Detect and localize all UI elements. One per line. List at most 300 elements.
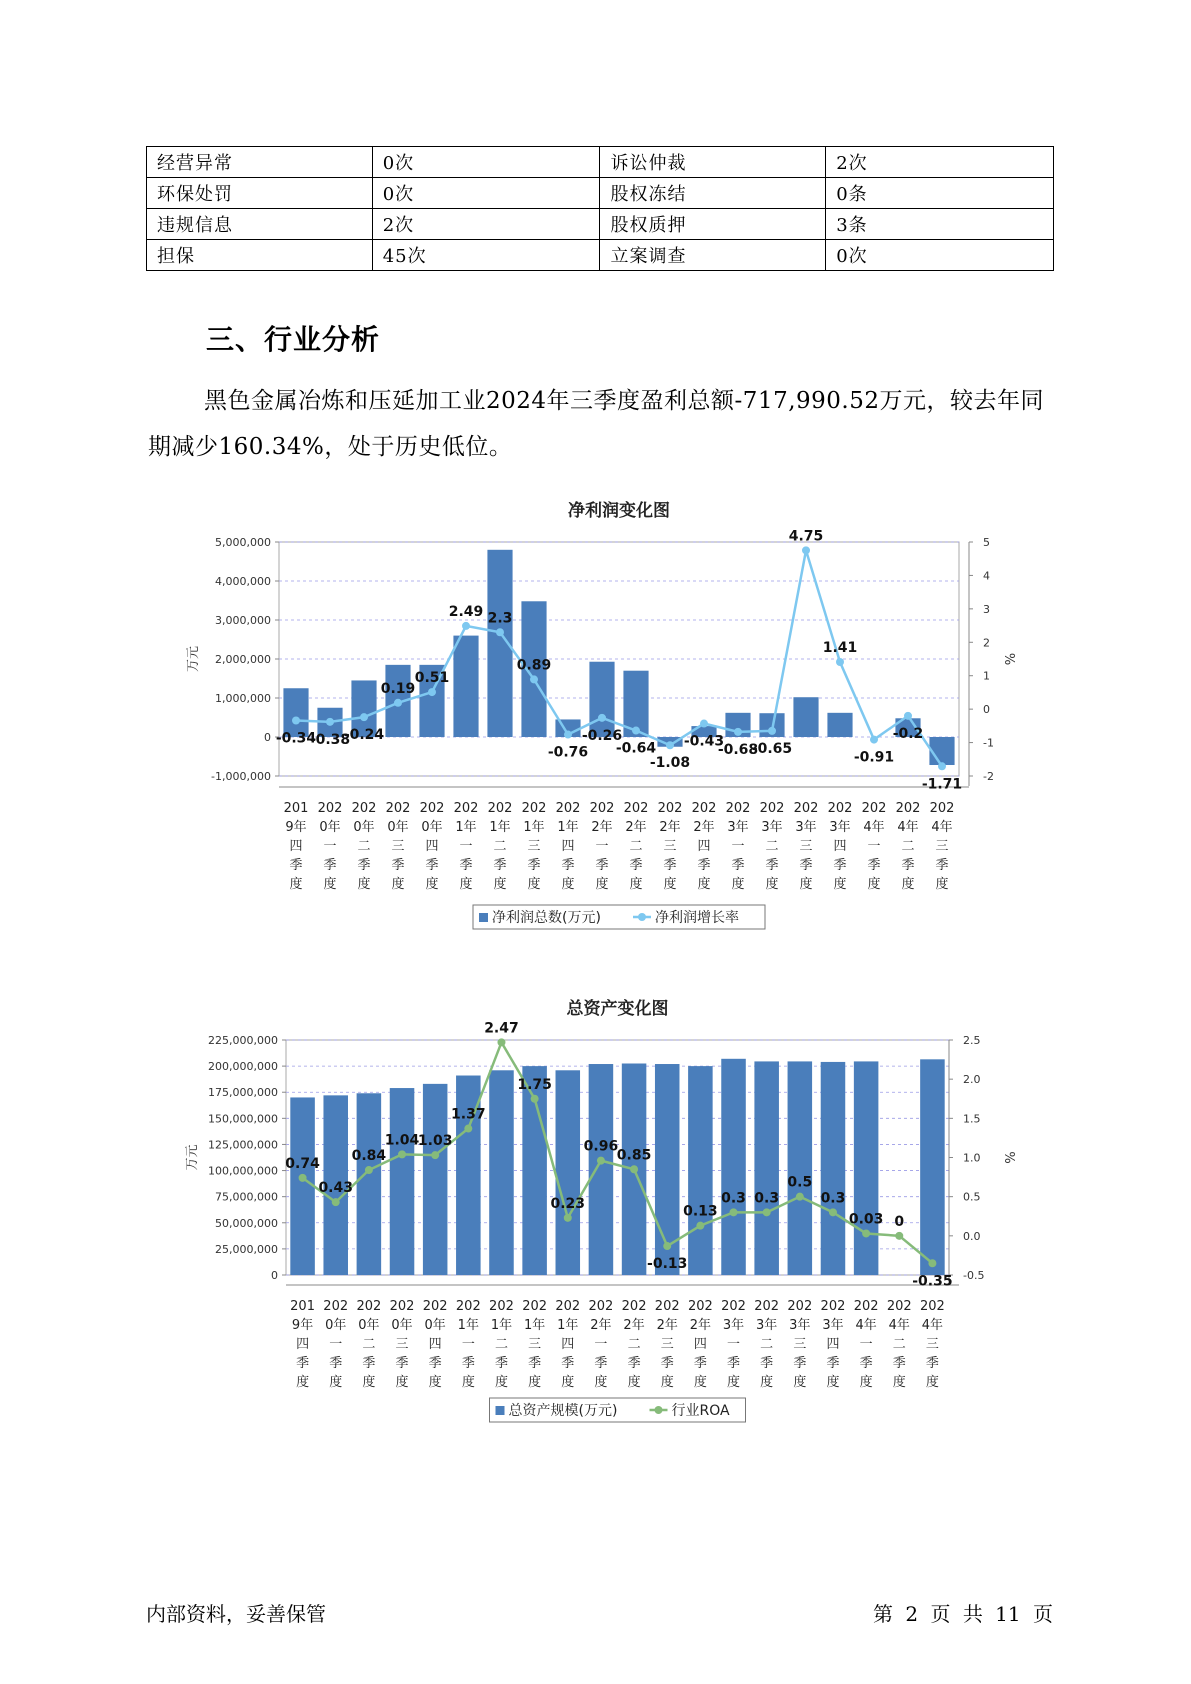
x-tick-label: 1年 xyxy=(523,1318,546,1333)
data-label: 0.13 xyxy=(683,1203,718,1220)
x-tick-label: 季 xyxy=(867,858,881,873)
table-label-cell: 股权冻结 xyxy=(600,178,826,209)
bar xyxy=(920,1059,945,1275)
x-tick-label: 度 xyxy=(425,877,439,892)
data-label: 4.75 xyxy=(788,528,824,545)
x-tick-label: 季 xyxy=(826,1356,840,1371)
x-tick-label: 2年 xyxy=(623,1318,645,1333)
x-tick-label: 二 xyxy=(357,839,371,854)
x-tick-label: 季 xyxy=(627,1356,641,1371)
x-tick-label: 202 xyxy=(389,1299,415,1314)
x-tick-label: 0年 xyxy=(391,1318,413,1333)
x-tick-label: 季 xyxy=(289,858,303,873)
x-tick-label: 1年 xyxy=(489,820,511,835)
data-label: 0 xyxy=(894,1213,905,1230)
x-tick-label: 一 xyxy=(461,1337,475,1352)
x-tick-label: 度 xyxy=(925,1375,939,1390)
x-tick-label: 三 xyxy=(660,1337,674,1352)
x-tick-label: 季 xyxy=(329,1356,343,1371)
x-tick-label: 202 xyxy=(920,1299,945,1314)
data-label: 1.37 xyxy=(451,1106,486,1123)
x-tick-label: 4年 xyxy=(888,1318,910,1333)
data-label: -0.76 xyxy=(547,744,589,761)
data-label: 0.96 xyxy=(583,1138,619,1155)
x-tick-label: 三 xyxy=(935,839,949,854)
x-tick-label: 0年 xyxy=(387,820,409,835)
x-tick-label: 季 xyxy=(395,1356,409,1371)
legend-entry: 总资产规模(万元) xyxy=(508,1403,618,1419)
legend-swatch-bar xyxy=(479,913,488,922)
y2-tick-label: 2.0 xyxy=(963,1073,981,1087)
x-tick-label: 季 xyxy=(799,858,813,873)
data-label: 0.85 xyxy=(616,1147,652,1164)
y-tick-label: 100,000,000 xyxy=(208,1164,278,1178)
x-tick-label: 202 xyxy=(521,801,547,816)
line-point xyxy=(394,699,402,707)
x-tick-label: 季 xyxy=(494,1356,508,1371)
x-tick-label: 三 xyxy=(395,1337,409,1352)
data-label: 0.03 xyxy=(848,1211,884,1228)
y2-tick-label: -0.5 xyxy=(963,1269,985,1282)
x-tick-label: 度 xyxy=(391,877,405,892)
x-tick-label: 202 xyxy=(589,801,615,816)
data-label: 2.49 xyxy=(448,603,484,620)
x-tick-label: 季 xyxy=(859,1356,873,1371)
x-tick-label: 202 xyxy=(654,1299,680,1314)
x-tick-label: 季 xyxy=(595,858,609,873)
x-tick-label: 202 xyxy=(385,801,411,816)
x-tick-label: 三 xyxy=(799,839,813,854)
x-tick-label: 度 xyxy=(793,1375,807,1390)
x-tick-label: 度 xyxy=(693,1375,707,1390)
bar xyxy=(827,713,852,737)
x-tick-label: 季 xyxy=(925,1356,939,1371)
x-tick-label: 四 xyxy=(296,1337,310,1352)
x-tick-label: 二 xyxy=(901,839,915,854)
x-tick-label: 202 xyxy=(657,801,683,816)
x-tick-label: 202 xyxy=(455,1299,481,1314)
x-tick-label: 202 xyxy=(453,801,479,816)
x-tick-label: 202 xyxy=(886,1299,912,1314)
x-tick-label: 季 xyxy=(935,858,949,873)
x-tick-label: 202 xyxy=(827,801,853,816)
data-label: -0.35 xyxy=(912,1273,953,1290)
x-tick-label: 度 xyxy=(561,1375,575,1390)
y-axis-label: 万元 xyxy=(186,645,201,673)
y-tick-label: 175,000,000 xyxy=(208,1086,278,1100)
x-tick-label: 季 xyxy=(459,858,473,873)
y2-tick-label: 2 xyxy=(983,636,990,650)
x-tick-label: 1年 xyxy=(455,820,477,835)
x-tick-label: 季 xyxy=(833,858,847,873)
x-tick-label: 4年 xyxy=(921,1318,944,1333)
line-point xyxy=(666,741,674,749)
bar xyxy=(821,1062,846,1275)
data-label: 1.04 xyxy=(384,1132,420,1149)
x-tick-label: 季 xyxy=(561,1356,575,1371)
data-label: 0.5 xyxy=(787,1174,813,1191)
x-tick-label: 季 xyxy=(727,1356,741,1371)
x-tick-label: 2年 xyxy=(693,820,715,835)
x-tick-label: 季 xyxy=(760,1356,774,1371)
x-tick-label: 度 xyxy=(362,1375,376,1390)
line-point xyxy=(497,1038,505,1046)
x-tick-label: 2年 xyxy=(689,1318,712,1333)
line-point xyxy=(564,1214,572,1222)
y2-tick-label: 2.5 xyxy=(963,1034,981,1047)
data-label: -0.24 xyxy=(343,727,385,744)
bar xyxy=(453,636,478,737)
y2-tick-label: 0.5 xyxy=(963,1190,981,1204)
x-tick-label: 0年 xyxy=(319,820,341,835)
x-tick-label: 202 xyxy=(317,801,343,816)
x-tick-label: 季 xyxy=(629,858,643,873)
x-tick-label: 201 xyxy=(290,1299,315,1314)
x-tick-label: 二 xyxy=(765,839,779,854)
x-tick-label: 3年 xyxy=(761,820,783,835)
x-tick-label: 3年 xyxy=(789,1318,811,1333)
x-tick-label: 季 xyxy=(527,858,541,873)
line-point xyxy=(462,622,470,630)
total-assets-chart xyxy=(0,990,1191,1450)
x-tick-label: 四 xyxy=(561,839,575,854)
line-point xyxy=(292,717,300,725)
x-tick-label: 202 xyxy=(487,801,513,816)
x-tick-label: 3年 xyxy=(829,820,851,835)
line-point xyxy=(531,1095,539,1103)
x-tick-label: 一 xyxy=(859,1337,873,1352)
line-point xyxy=(630,1165,638,1173)
line-point xyxy=(597,1157,605,1165)
line-point xyxy=(663,1242,671,1250)
table-row xyxy=(147,178,1054,209)
x-tick-label: 度 xyxy=(461,1375,475,1390)
y2-tick-label: 0.0 xyxy=(963,1229,981,1243)
net-profit-chart-svg xyxy=(0,490,1191,950)
x-tick-label: 二 xyxy=(629,839,643,854)
data-label: 0.84 xyxy=(351,1148,387,1165)
total-assets-chart-svg xyxy=(0,990,1191,1450)
x-tick-label: 度 xyxy=(799,877,813,892)
x-tick-label: 202 xyxy=(489,1299,514,1314)
x-tick-label: 一 xyxy=(867,839,881,854)
table-value-cell: 45次 xyxy=(372,240,600,271)
x-tick-label: 一 xyxy=(727,1337,741,1352)
x-tick-label: 季 xyxy=(892,1356,906,1371)
x-tick-label: 1年 xyxy=(523,820,545,835)
line-point xyxy=(796,1193,804,1201)
x-tick-label: 度 xyxy=(357,877,371,892)
line-point xyxy=(365,1166,373,1174)
bar xyxy=(589,662,614,737)
data-label: 0.3 xyxy=(820,1190,846,1207)
y-tick-label: 75,000,000 xyxy=(215,1190,278,1204)
bar xyxy=(589,1064,614,1275)
y2-tick-label: 3 xyxy=(983,602,990,616)
x-tick-label: 0年 xyxy=(358,1318,380,1333)
x-tick-label: 度 xyxy=(627,1375,641,1390)
x-tick-label: 季 xyxy=(428,1356,442,1371)
x-tick-label: 202 xyxy=(555,1299,581,1314)
x-tick-label: 202 xyxy=(621,1299,647,1314)
data-label: -0.65 xyxy=(751,740,793,757)
x-tick-label: 三 xyxy=(663,839,677,854)
y2-axis-label: % xyxy=(1001,652,1016,666)
line-point xyxy=(696,1222,704,1230)
bar xyxy=(788,1061,813,1275)
line-point xyxy=(564,731,572,739)
x-tick-label: 季 xyxy=(693,1356,707,1371)
bar xyxy=(423,1084,448,1275)
y2-tick-label: 1.5 xyxy=(963,1112,981,1126)
table-row xyxy=(147,147,1054,178)
x-tick-label: 季 xyxy=(528,1356,542,1371)
data-label: 0.51 xyxy=(414,670,450,687)
y2-tick-label: -1 xyxy=(983,736,994,750)
x-tick-label: 202 xyxy=(522,1299,548,1314)
bar xyxy=(854,1061,879,1275)
line-point xyxy=(360,713,368,721)
data-label: -0.26 xyxy=(581,727,623,744)
x-tick-label: 1年 xyxy=(557,820,579,835)
data-label: 0.19 xyxy=(380,680,416,697)
x-tick-label: 度 xyxy=(494,1375,508,1390)
legend-swatch-dot xyxy=(655,1406,663,1414)
x-tick-label: 4年 xyxy=(863,820,885,835)
x-tick-label: 度 xyxy=(833,877,847,892)
y2-tick-label: 1.0 xyxy=(963,1151,981,1165)
x-tick-label: 季 xyxy=(296,1356,310,1371)
line-point xyxy=(802,546,810,554)
legend-entry: 净利润增长率 xyxy=(655,910,739,926)
x-tick-label: 度 xyxy=(826,1375,840,1390)
bar xyxy=(390,1088,415,1275)
bar xyxy=(489,1070,514,1275)
x-tick-label: 度 xyxy=(289,877,303,892)
x-tick-label: 度 xyxy=(629,877,643,892)
x-tick-label: 季 xyxy=(561,858,575,873)
x-tick-label: 202 xyxy=(861,801,887,816)
data-label: -0.91 xyxy=(853,749,895,766)
x-tick-label: 二 xyxy=(627,1337,641,1352)
data-label: 2.3 xyxy=(487,610,513,627)
table-value-cell: 0次 xyxy=(372,178,600,209)
x-tick-label: 度 xyxy=(935,877,949,892)
x-tick-label: 季 xyxy=(765,858,779,873)
x-tick-label: 度 xyxy=(731,877,745,892)
x-tick-label: 度 xyxy=(697,877,711,892)
x-tick-label: 度 xyxy=(867,877,881,892)
x-tick-label: 202 xyxy=(725,801,751,816)
line-point xyxy=(928,1259,936,1267)
data-label: -0.34 xyxy=(275,730,317,747)
y-tick-label: -1,000,000 xyxy=(211,770,271,783)
x-tick-label: 二 xyxy=(494,1337,508,1352)
x-tick-label: 1年 xyxy=(490,1318,513,1333)
table-value-cell: 2次 xyxy=(826,147,1054,178)
x-tick-label: 四 xyxy=(561,1337,575,1352)
data-label: -0.13 xyxy=(647,1256,688,1273)
x-tick-label: 202 xyxy=(820,1299,846,1314)
x-tick-label: 202 xyxy=(555,801,581,816)
x-tick-label: 9年 xyxy=(285,820,307,835)
y2-tick-label: 4 xyxy=(983,569,990,583)
x-tick-label: 202 xyxy=(721,1299,746,1314)
data-label: 1.41 xyxy=(822,640,858,657)
line-point xyxy=(632,727,640,735)
y2-tick-label: -2 xyxy=(983,770,994,783)
x-tick-label: 度 xyxy=(459,877,473,892)
x-tick-label: 季 xyxy=(663,858,677,873)
y-tick-label: 5,000,000 xyxy=(215,536,271,549)
line-point xyxy=(904,712,912,720)
x-tick-label: 季 xyxy=(594,1356,608,1371)
x-tick-label: 三 xyxy=(925,1337,939,1352)
y2-tick-label: 1 xyxy=(983,669,990,683)
table-value-cell: 3条 xyxy=(826,209,1054,240)
x-tick-label: 季 xyxy=(391,858,405,873)
x-tick-label: 度 xyxy=(760,1375,774,1390)
data-label: -0.64 xyxy=(615,740,657,757)
y2-tick-label: 5 xyxy=(983,536,990,549)
y2-tick-label: 0 xyxy=(983,703,990,717)
data-label: 0.3 xyxy=(754,1190,780,1207)
x-tick-label: 2年 xyxy=(656,1318,678,1333)
line-point xyxy=(332,1198,340,1206)
legend-entry: 行业ROA xyxy=(671,1403,730,1419)
line-point xyxy=(326,718,334,726)
x-tick-label: 202 xyxy=(853,1299,879,1314)
x-tick-label: 四 xyxy=(425,839,439,854)
line-point xyxy=(464,1125,472,1133)
line-point xyxy=(895,1232,903,1240)
x-tick-label: 三 xyxy=(391,839,405,854)
x-tick-label: 2年 xyxy=(591,820,613,835)
x-tick-label: 202 xyxy=(323,1299,349,1314)
x-tick-label: 3年 xyxy=(756,1318,778,1333)
x-tick-label: 202 xyxy=(422,1299,448,1314)
x-tick-label: 2年 xyxy=(625,820,647,835)
table-label-cell: 诉讼仲裁 xyxy=(600,147,826,178)
line-point xyxy=(530,675,538,683)
y-tick-label: 25,000,000 xyxy=(215,1242,278,1256)
y-tick-label: 0 xyxy=(264,731,271,744)
footer-confidential: 内部资料，妥善保管 xyxy=(146,1602,326,1626)
table-label-cell: 股权质押 xyxy=(600,209,826,240)
table-label-cell: 违规信息 xyxy=(147,209,373,240)
table-value-cell: 2次 xyxy=(372,209,600,240)
table-label-cell: 立案调查 xyxy=(600,240,826,271)
line-point xyxy=(938,762,946,770)
x-tick-label: 度 xyxy=(859,1375,873,1390)
x-tick-label: 季 xyxy=(697,858,711,873)
table-value-cell: 0条 xyxy=(826,178,1054,209)
line-point xyxy=(829,1208,837,1216)
footer-page-number: 第 2 页 共 11 页 xyxy=(873,1602,1053,1626)
x-tick-label: 二 xyxy=(760,1337,774,1352)
analysis-paragraph: 黑色金属冶炼和压延加工业2024年三季度盈利总额-717,990.52万元，较去年同期减少160.34%，处于历史低位。 xyxy=(148,388,1044,460)
y-tick-label: 4,000,000 xyxy=(215,575,271,588)
chart-title: 净利润变化图 xyxy=(568,501,670,521)
y2-axis-label: % xyxy=(1001,1151,1016,1164)
data-label: 2.47 xyxy=(484,1020,519,1037)
x-tick-label: 202 xyxy=(787,1299,813,1314)
data-label: 0.43 xyxy=(318,1180,353,1197)
x-tick-label: 3年 xyxy=(727,820,749,835)
x-tick-label: 季 xyxy=(461,1356,475,1371)
line-point xyxy=(299,1174,307,1182)
y-tick-label: 0 xyxy=(271,1269,278,1282)
x-tick-label: 4年 xyxy=(931,820,953,835)
y-tick-label: 125,000,000 xyxy=(208,1138,278,1152)
x-tick-label: 202 xyxy=(351,801,377,816)
line-point xyxy=(862,1229,870,1237)
x-tick-label: 度 xyxy=(395,1375,409,1390)
table-value-cell: 0次 xyxy=(826,240,1054,271)
x-tick-label: 2年 xyxy=(590,1318,612,1333)
bar xyxy=(721,1059,746,1275)
table-label-cell: 经营异常 xyxy=(147,147,373,178)
x-tick-label: 四 xyxy=(826,1337,840,1352)
chart-title: 总资产变化图 xyxy=(566,999,669,1019)
x-tick-label: 度 xyxy=(561,877,575,892)
x-tick-label: 一 xyxy=(459,839,473,854)
line-point xyxy=(734,728,742,736)
bar xyxy=(556,1070,581,1275)
data-label: -0.43 xyxy=(683,733,725,750)
x-tick-label: 201 xyxy=(283,801,309,816)
y-tick-label: 225,000,000 xyxy=(208,1034,278,1047)
x-tick-label: 202 xyxy=(929,801,955,816)
x-tick-label: 3年 xyxy=(722,1318,745,1333)
x-tick-label: 1年 xyxy=(557,1318,579,1333)
data-label: 1.75 xyxy=(517,1076,552,1093)
y-tick-label: 200,000,000 xyxy=(208,1060,278,1074)
x-tick-label: 一 xyxy=(594,1337,608,1352)
x-tick-label: 3年 xyxy=(822,1318,844,1333)
x-tick-label: 二 xyxy=(362,1337,376,1352)
x-tick-label: 度 xyxy=(528,1375,542,1390)
x-tick-label: 202 xyxy=(895,801,921,816)
bar xyxy=(357,1093,382,1275)
x-tick-label: 季 xyxy=(357,858,371,873)
table-label-cell: 环保处罚 xyxy=(147,178,373,209)
line-point xyxy=(398,1150,406,1158)
x-tick-label: 4年 xyxy=(897,820,919,835)
x-tick-label: 四 xyxy=(697,839,711,854)
x-tick-label: 四 xyxy=(833,839,847,854)
x-tick-label: 度 xyxy=(892,1375,906,1390)
x-tick-label: 0年 xyxy=(325,1318,347,1333)
y-tick-label: 1,000,000 xyxy=(215,692,271,705)
x-tick-label: 度 xyxy=(594,1375,608,1390)
x-tick-label: 季 xyxy=(425,858,439,873)
bar xyxy=(793,697,818,737)
x-tick-label: 度 xyxy=(323,877,337,892)
x-tick-label: 季 xyxy=(793,1356,807,1371)
y-axis-label: 万元 xyxy=(185,1144,200,1171)
line-point xyxy=(700,720,708,728)
x-tick-label: 季 xyxy=(323,858,337,873)
data-label: -1.08 xyxy=(649,755,691,772)
data-label: 0.74 xyxy=(285,1155,320,1172)
x-tick-label: 季 xyxy=(660,1356,674,1371)
x-tick-label: 度 xyxy=(527,877,541,892)
legend-swatch-dot xyxy=(638,913,646,921)
x-tick-label: 度 xyxy=(727,1375,741,1390)
x-tick-label: 度 xyxy=(296,1375,310,1390)
x-tick-label: 季 xyxy=(901,858,915,873)
